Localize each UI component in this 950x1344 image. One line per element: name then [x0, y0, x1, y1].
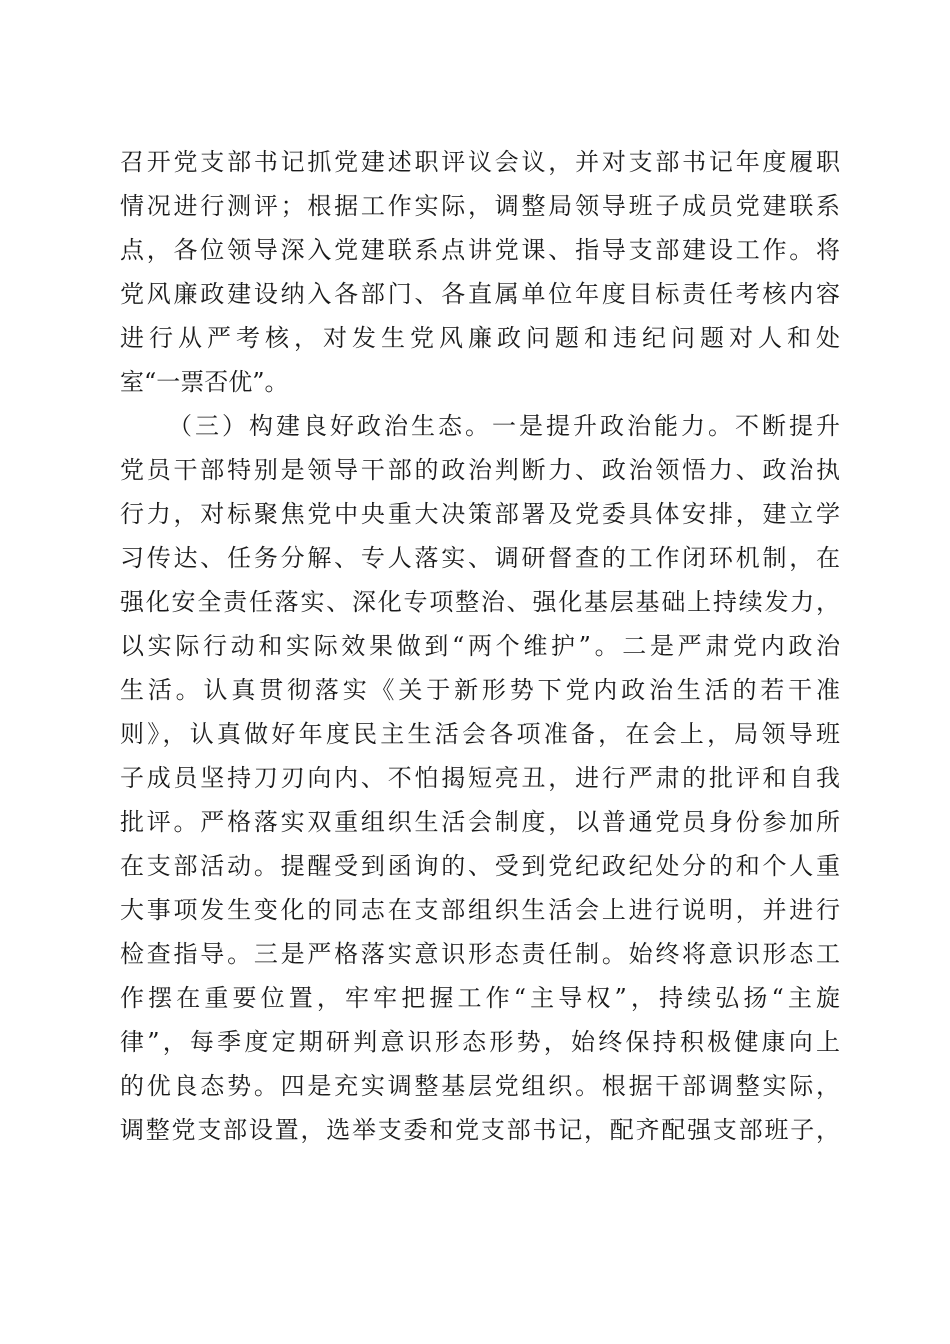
text-line: 生活。认真贯彻落实《关于新形势下党内政治生活的若干准: [120, 676, 840, 704]
text-line: 情况进行测评；根据工作实际，调整局领导班子成员党建联系: [120, 192, 840, 220]
text-line: 党员干部特别是领导干部的政治判断力、政治领悟力、政治执: [120, 456, 840, 484]
text-line: 强化安全责任落实、深化专项整治、强化基层基础上持续发力，: [120, 588, 840, 616]
text-line: 检查指导。三是严格落实意识形态责任制。始终将意识形态工: [120, 940, 840, 968]
text-line: 以实际行动和实际效果做到“两个维护”。二是严肃党内政治: [120, 632, 840, 660]
text-line: 室“一票否优”。: [120, 368, 289, 396]
text-line: 律”，每季度定期研判意识形态形势，始终保持积极健康向上: [120, 1028, 840, 1056]
text-line: 点，各位领导深入党建联系点讲党课、指导支部建设工作。将: [120, 236, 840, 264]
text-line: 子成员坚持刀刃向内、不怕揭短亮丑，进行严肃的批评和自我: [120, 764, 840, 792]
section-heading-line: （三）构建良好政治生态。一是提升政治能力。不断提升: [168, 412, 840, 440]
text-line: 行力，对标聚焦党中央重大决策部署及党委具体安排，建立学: [120, 500, 840, 528]
text-line: 批评。严格落实双重组织生活会制度，以普通党员身份参加所: [120, 808, 840, 836]
text-line: 习传达、任务分解、专人落实、调研督查的工作闭环机制，在: [120, 544, 840, 572]
text-line: 调整党支部设置，选举支委和党支部书记，配齐配强支部班子，: [120, 1116, 840, 1144]
text-line: 作摆在重要位置，牢牢把握工作“主导权”，持续弘扬“主旋: [120, 984, 840, 1012]
text-line: 在支部活动。提醒受到函询的、受到党纪政纪处分的和个人重: [120, 852, 840, 880]
text-line: 的优良态势。四是充实调整基层党组织。根据干部调整实际，: [120, 1072, 840, 1100]
text-line: 召开党支部书记抓党建述职评议会议，并对支部书记年度履职: [120, 148, 840, 176]
text-line: 党风廉政建设纳入各部门、各直属单位年度目标责任考核内容: [120, 280, 840, 308]
text-line: 大事项发生变化的同志在支部组织生活会上进行说明，并进行: [120, 896, 840, 924]
text-line: 进行从严考核，对发生党风廉政问题和违纪问题对人和处: [120, 324, 840, 352]
text-line: 则》，认真做好年度民主生活会各项准备，在会上，局领导班: [120, 720, 840, 748]
